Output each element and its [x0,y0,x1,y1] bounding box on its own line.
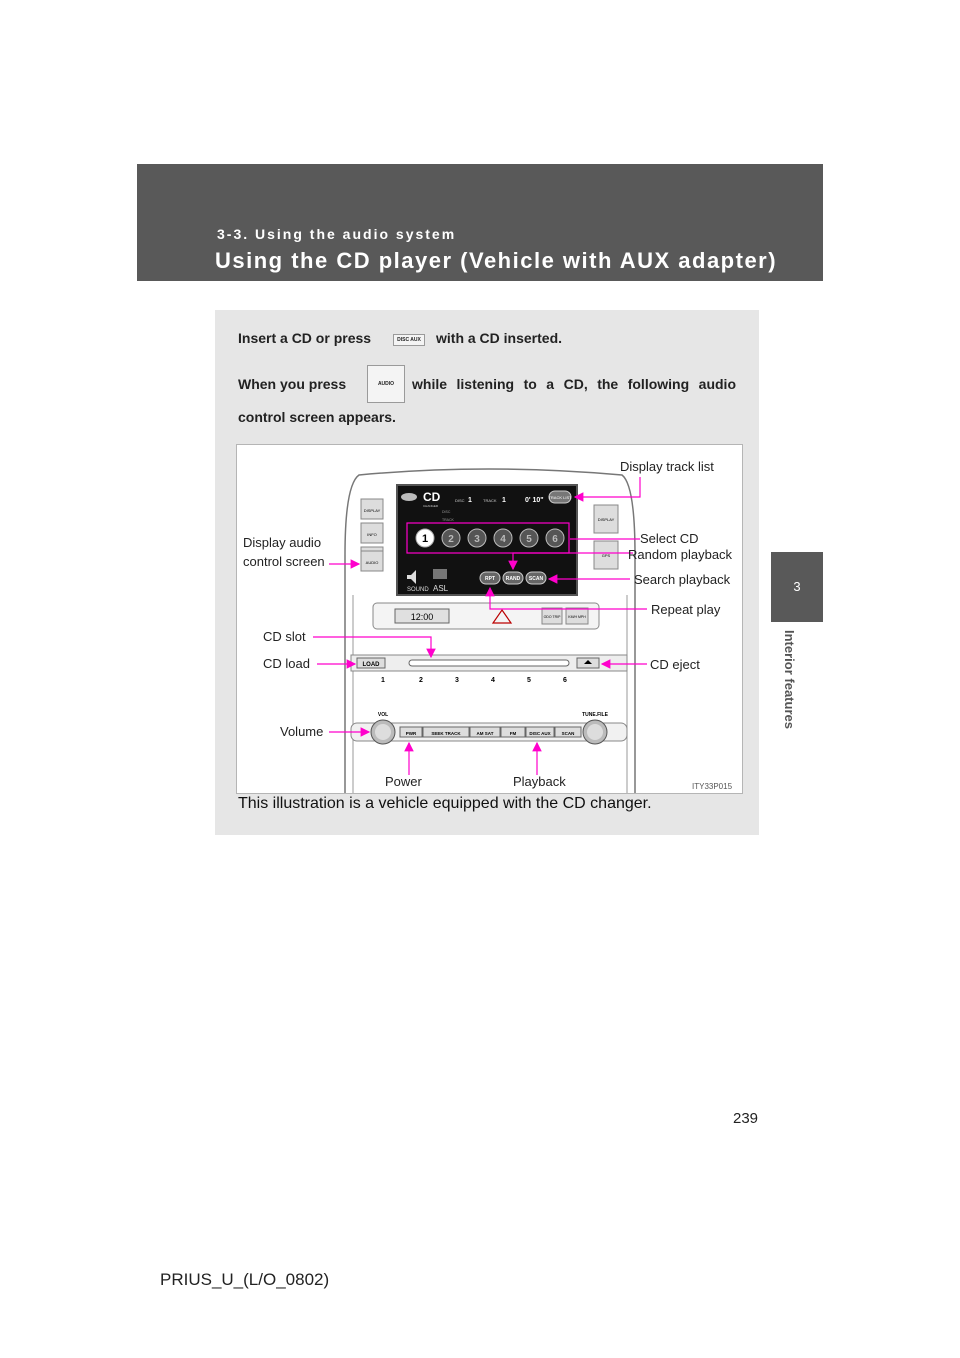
function-button-label: PWR [405,731,417,736]
callout-power: Power [385,774,422,789]
function-button-label: SEEK TRACK [431,731,461,736]
preset-number[interactable]: 4 [491,677,495,684]
asl-label: ASL [433,584,449,593]
rand-label: RAND [505,576,521,582]
intro-line-3: control screen appears. [238,409,396,425]
sound-label: SOUND [407,587,429,593]
audio-button-image: AUDIO [367,365,405,403]
left-button-label[interactable]: INFO [367,532,377,537]
chapter-tab-label: Interior features [782,630,797,729]
track-list-label: TRACK LIST [548,495,572,500]
right-button-label[interactable]: GPS [601,553,611,558]
function-button-label: SCAN [561,731,575,736]
disc-label: DISC [455,498,465,503]
callout-cd-eject: CD eject [650,657,700,672]
asl-icon [433,569,447,579]
chapter-tab[interactable]: 3 [771,552,823,622]
preset-number[interactable]: 1 [381,677,385,684]
intro-line-1-end: with a CD inserted. [436,330,563,346]
preset-numbers [381,677,567,684]
preset-number[interactable]: 3 [455,677,459,684]
callout-display-audio-1: Display audio [243,535,322,550]
function-button-label: AM SAT [476,731,494,736]
illustration-caption: This illustration is a vehicle equipped with the CD changer. [238,795,652,812]
screen-sub: CHANGER [423,504,439,508]
disc-button-label: 4 [500,534,506,545]
track-label: TRACK [483,498,497,503]
left-button-label[interactable]: DISPLAY [363,508,381,513]
intro-line-2-end: while listening to a CD, the following audio [412,376,736,392]
disc-button-label: 2 [448,534,454,545]
callout-display-track-list: Display track list [620,459,714,474]
callout-playback: Playback [513,774,566,789]
document-code: PRIUS_U_(L/O_0802) [160,1270,330,1289]
callout-random-playback: Random playback [628,547,733,562]
function-button-label: FM [509,731,517,736]
disc-line: DISC [442,510,451,514]
disc-number: 1 [468,497,472,504]
callout-display-audio-2: control screen [243,554,325,569]
left-button-label: AUDIO [365,560,379,565]
callout-cd-slot: CD slot [263,629,306,644]
audio-panel-illustration [236,444,743,794]
elapsed-time: 0' 10" [525,497,544,504]
disc-aux-button-image: DISC AUX [393,334,425,346]
odo-trip-label: ODO TRIP [543,615,561,619]
right-button-label[interactable]: DISPLAY [597,517,615,522]
callout-cd-load: CD load [263,656,310,671]
disc-button-label: 3 [474,534,480,545]
function-button-label: DISC AUX [529,731,551,736]
audio-panel-drawing [237,445,742,793]
right-button-column [594,505,618,569]
callout-volume: Volume [280,724,324,739]
track-number: 1 [502,497,506,504]
section-number: 3-3. Using the audio system [217,226,457,242]
preset-number[interactable]: 5 [527,677,531,684]
page-number: 239 [733,1110,759,1127]
callout-select-cd: Select CD [640,531,699,546]
preset-number[interactable]: 2 [419,677,423,684]
rpt-label: RPT [485,576,495,582]
chapter-header [137,164,823,281]
tune-file-label: TUNE.FILE [582,712,608,718]
disc-button-label: 1 [421,533,429,545]
track-line: TRACK [442,518,454,522]
cd-slot[interactable] [409,660,569,666]
disc-button-label: 6 [552,534,558,545]
illustration-code: ITY33P015 [692,782,733,791]
scan-label: SCAN [528,576,544,582]
page-title: Using the CD player (Vehicle with AUX adapter) [215,248,778,273]
clock-time: 12:00 [410,612,434,622]
intro-line-1-text: Insert a CD or press [238,330,372,346]
screen-mode: CD [423,490,441,504]
function-buttons [400,727,581,737]
callout-repeat-play: Repeat play [651,602,721,617]
intro-line-2-text: When you press [238,376,347,392]
vol-label: VOL [377,712,389,718]
preset-number[interactable]: 6 [563,677,567,684]
load-label: LOAD [362,662,380,668]
callout-search-playback: Search playback [634,572,731,587]
disc-button-label: 5 [526,534,532,545]
km-mph-label: KM/H MPH [568,615,586,619]
